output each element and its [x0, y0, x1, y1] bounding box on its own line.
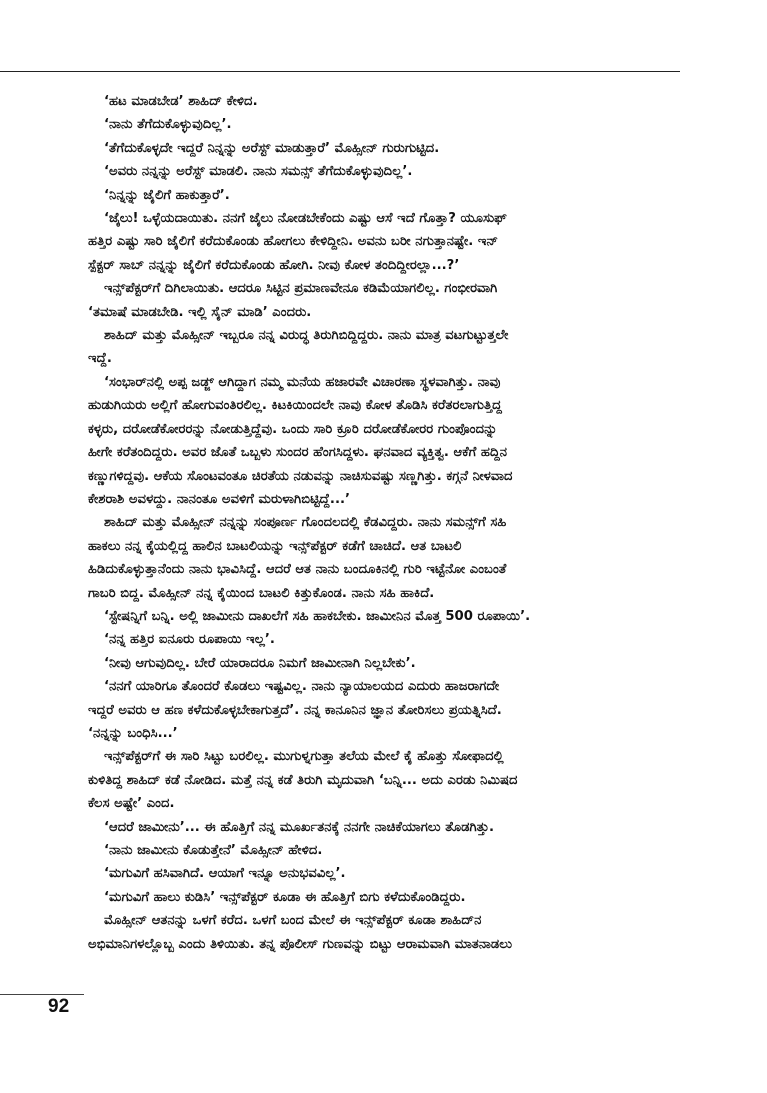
text-line: ‘ಹಟ ಮಾಡಬೇಡ’ ಶಾಹಿದ್ ಕೇಳಿದ. — [104, 94, 258, 109]
page-number: 92 — [48, 996, 70, 1017]
text-line: ಇನ್ಸ್‌ಪೆಕ್ಟರ್‌ಗೆ ಈ ಸಾರಿ ಸಿಟ್ಟು ಬರಲಿಲ್ಲ. ಮುಗುಳ್ನಗುತ್ತಾ ತಲೆಯ ಮೇಲೆ ಕೈ ಹೊತ್ತು ಸೋಫಾದಲ್ಲಿ — [104, 749, 504, 765]
text-line: ಇನ್ಸ್‌ಪೆಕ್ಟರ್‌ಗೆ ದಿಗಿಲಾಯಿತು. ಆದರೂ ಸಿಟ್ಟಿನ ಪ್ರಮಾಣವೇನೂ ಕಡಿಮೆಯಾಗಲಿಲ್ಲ. ಗಂಭೀರವಾಗಿ — [104, 281, 498, 297]
text-line: ಶಾಹಿದ್ ಮತ್ತು ಮೊಹ್ಸೀನ್ ಇಬ್ಬರೂ ನನ್ನ ವಿರುದ್ಧ ತಿರುಗಿಬಿದ್ದಿದ್ದರು. ನಾನು ಮಾತ್ರ ವಟಗುಟ್ಟುತ್ತಲೇ — [104, 328, 509, 344]
text-line: ‘ಆದರೆ ಜಾಮೀನು’... ಈ ಹೊತ್ತಿಗೆ ನನ್ನ ಮೂರ್ಖತನಕ್ಕೆ ನನಗೇ ನಾಚಿಕೆಯಾಗಲು ತೊಡಗಿತ್ತು. — [104, 819, 495, 835]
text-line: ಕಣ್ಣುಗಳಿದ್ದವು. ಆಕೆಯ ಸೊಂಟವಂತೂ ಚಿರತೆಯ ನಡುವನ್ನು ನಾಚಿಸುವಷ್ಟು ಸಣ್ಣಗಿತ್ತು. ಕಗ್ಗನೆ ನೀಳವಾದ — [88, 468, 513, 484]
text-line: ‘ನಾನು ತೆಗೆದುಕೊಳ್ಳುವುದಿಲ್ಲ’. — [104, 117, 232, 133]
text-line: ಕುಳಿತಿದ್ದ ಶಾಹಿದ್ ಕಡೆ ನೋಡಿದ. ಮತ್ತೆ ನನ್ನ ಕಡೆ ತಿರುಗಿ ಮೃದುವಾಗಿ ‘ಬನ್ನಿ... ಅದು ಎರಡು ನಿಮಿಷದ — [88, 772, 518, 788]
text-line: ಹಿಡಿದುಕೊಳ್ಳುತ್ತಾನೆಂದು ನಾನು ಭಾವಿಸಿದ್ದೆ. ಆದರೆ ಆತ ನಾನು ಬಂದೂಕಿನಲ್ಲಿ ಗುರಿ ಇಟ್ಟೆನೋ ಎಂಬಂತೆ — [88, 562, 507, 578]
text-line: ಹತ್ತಿರ ಎಷ್ಟು ಸಾರಿ ಜೈಲಿಗೆ ಕರೆದುಕೊಂಡು ಹೋಗಲು ಕೇಳಿದ್ದೀನಿ. ಅವನು ಬರೀ ನಗುತ್ತಾನಷ್ಟೇ. ಇನ್ — [88, 234, 499, 250]
text-line: ‘ನಿನ್ನನ್ನು ಜೈಲಿಗೆ ಹಾಕುತ್ತಾರೆ’. — [104, 187, 230, 203]
text-line: ಇದ್ದರೆ ಅವರು ಆ ಹಣ ಕಳೆದುಕೊಳ್ಳಬೇಕಾಗುತ್ತದೆ’. ನನ್ನ ಕಾನೂನಿನ ಜ್ಞಾನ ತೋರಿಸಲು ಪ್ರಯತ್ನಿಸಿದೆ. — [88, 702, 502, 718]
text-line: ‘ನೀವು ಆಗುವುದಿಲ್ಲ. ಬೇರೆ ಯಾರಾದರೂ ನಿಮಗೆ ಜಾಮೀನಾಗಿ ನಿಲ್ಲಬೇಕು’. — [104, 655, 416, 671]
text-line: ‘ನನಗೆ ಯಾರಿಗೂ ತೊಂದರೆ ಕೊಡಲು ಇಷ್ಟವಿಲ್ಲ. ನಾನು ನ್ಯಾಯಾಲಯದ ಎದುರು ಹಾಜರಾಗದೇ — [104, 679, 500, 695]
text-line: ಅಭಿಮಾನಿಗಳಲ್ಲೊಬ್ಬ ಎಂದು ತಿಳಿಯಿತು. ತನ್ನ ಪೊಲೀಸ್ ಗುಣವನ್ನು ಬಿಟ್ಟು ಆರಾಮವಾಗಿ ಮಾತನಾಡಲು — [88, 936, 513, 952]
text-line: ‘ತೆಗೆದುಕೊಳ್ಳದೇ ಇದ್ದರೆ ನಿನ್ನನ್ನು ಅರೆಸ್ಟ್ ಮಾಡುತ್ತಾರೆ’ ಮೊಹ್ಸೀನ್ ಗುರುಗುಟ್ಟಿದ. — [104, 140, 440, 156]
text-line: ‘ನಾನು ಜಾಮೀನು ಕೊಡುತ್ತೇನೆ’ ಮೊಹ್ಸೀನ್ ಹೇಳಿದ. — [104, 843, 323, 858]
text-line: ಮೊಹ್ಸೀನ್ ಆತನನ್ನು ಒಳಗೆ ಕರೆದ. ಒಳಗೆ ಬಂದ ಮೇಲೆ ಈ ಇನ್ಸ್‌ಪೆಕ್ಟರ್ ಕೂಡಾ ಶಾಹಿದ್‌ನ — [104, 913, 482, 929]
text-line: ಕಳ್ಳರು, ದರೋಡೆಕೋರರನ್ನು ನೋಡುತ್ತಿದ್ದೆವು. ಒಂದು ಸಾರಿ ಕ್ರೂರಿ ದರೋಡೆಕೋರರ ಗುಂಪೊಂದನ್ನು — [88, 421, 498, 437]
text-line: ‘ಜೈಲು! ಒಳ್ಳೆಯದಾಯಿತು. ನನಗೆ ಜೈಲು ನೋಡಬೇಕೆಂದು ಎಷ್ಟು ಆಸೆ ಇದೆ ಗೊತ್ತಾ? ಯೂಸುಫ್ — [104, 211, 507, 227]
text-line: ‘ಮಗುವಿಗೆ ಹಾಲು ಕುಡಿಸಿ’ ಇನ್ಸ್‌ಪೆಕ್ಟರ್ ಕೂಡಾ ಈ ಹೊತ್ತಿಗೆ ಬಿಗು ಕಳೆದುಕೊಂಡಿದ್ದರು. — [104, 889, 466, 905]
text-line: ಇದ್ದೆ. — [88, 351, 112, 367]
footer-rule — [0, 994, 84, 995]
text-line: ‘ನನ್ನನ್ನು ಬಂಧಿಸಿ...’ — [88, 725, 178, 741]
text-line: ಹುಡುಗಿಯರು ಅಲ್ಲಿಗೆ ಹೋಗುವಂತಿರಲಿಲ್ಲ. ಕಿಟಕಿಯಿಂದಲೇ ನಾವು ಕೋಳ ತೊಡಿಸಿ ಕರೆತರಲಾಗುತ್ತಿದ್ದ — [88, 398, 502, 414]
text-line: ‘ಸಂಭಾರ್‌ನಲ್ಲಿ ಅಪ್ಪ ಜಡ್ಜ್ ಆಗಿದ್ದಾಗ ನಮ್ಮ ಮನೆಯ ಹಜಾರವೇ ವಿಚಾರಣಾ ಸ್ಥಳವಾಗಿತ್ತು. ನಾವು — [104, 374, 501, 390]
text-line: ‘ತಮಾಷೆ ಮಾಡಬೇಡಿ. ಇಲ್ಲಿ ಸೈನ್ ಮಾಡಿ’ ಎಂದರು. — [88, 304, 312, 320]
text-line: ಶಾಹಿದ್ ಮತ್ತು ಮೊಹ್ಸೀನ್ ನನ್ನನ್ನು ಸಂಪೂರ್ಣ ಗೊಂದಲದಲ್ಲಿ ಕೆಡವಿದ್ದರು. ನಾನು ಸಮನ್ಸ್‌ಗೆ ಸಹಿ — [104, 515, 507, 531]
text-line: ಹಾಕಲು ನನ್ನ ಕೈಯಲ್ಲಿದ್ದ ಹಾಲಿನ ಬಾಟಲಿಯನ್ನು ಇನ್ಸ್‌ಪೆಕ್ಟರ್ ಕಡೆಗೆ ಚಾಚಿದೆ. ಆತ ಬಾಟಲಿ — [88, 538, 462, 554]
text-line: ‘ನನ್ನ ಹತ್ತಿರ ಐನೂರು ರೂಪಾಯಿ ಇಲ್ಲ’. — [104, 632, 275, 648]
body-text — [88, 90, 674, 956]
text-line: ಗಾಬರಿ ಬಿದ್ದ. ಮೊಹ್ಸೀನ್ ನನ್ನ ಕೈಯಿಂದ ಬಾಟಲಿ ಕಿತ್ತುಕೊಂಡ. ನಾನು ಸಹಿ ಹಾಕಿದೆ. — [88, 585, 435, 601]
text-line: ಸ್ಪೆಕ್ಟರ್ ಸಾಬ್ ನನ್ನನ್ನು ಜೈಲಿಗೆ ಕರೆದುಕೊಂಡು ಹೋಗಿ. ನೀವು ಕೋಳ ತಂದಿದ್ದೀರಲ್ಲಾ...?’ — [88, 257, 460, 273]
text-line: ‘ಮಗುವಿಗೆ ಹಸಿವಾಗಿದೆ. ಆಯಾಗೆ ಇನ್ನೂ ಅನುಭವವಿಲ್ಲ’. — [104, 866, 346, 882]
text-line: ಕೇಶರಾಶಿ ಅವಳದ್ದು. ನಾನಂತೂ ಅವಳಿಗೆ ಮರುಳಾಗಿಬಿಟ್ಟಿದ್ದೆ...’ — [88, 491, 350, 507]
text-line: ಹೀಗೇ ಕರೆತಂದಿದ್ದರು. ಅವರ ಜೊತೆ ಒಬ್ಬಳು ಸುಂದರ ಹೆಂಗಸಿದ್ದಳು. ಘನವಾದ ವ್ಯಕ್ತಿತ್ವ. ಆಕೆಗೆ ಹದ್ದಿನ — [88, 445, 508, 461]
text-line: ಕೆಲಸ ಅಷ್ಟೇ’ ಎಂದ. — [88, 796, 175, 812]
text-line: ‘ಸ್ಟೇಷನ್ನಿಗೆ ಬನ್ನಿ. ಅಲ್ಲಿ ಜಾಮೀನು ದಾಖಲೆಗೆ ಸಹಿ ಹಾಕಬೇಕು. ಜಾಮೀನಿನ ಮೊತ್ತ 500 ರೂಪಾಯಿ’. — [104, 608, 531, 624]
header-rule — [0, 71, 680, 72]
text-line: ‘ಅವರು ನನ್ನನ್ನು ಅರೆಸ್ಟ್ ಮಾಡಲಿ. ನಾನು ಸಮನ್ಸ್ ತೆಗೆದುಕೊಳ್ಳುವುದಿಲ್ಲ’. — [104, 164, 413, 180]
